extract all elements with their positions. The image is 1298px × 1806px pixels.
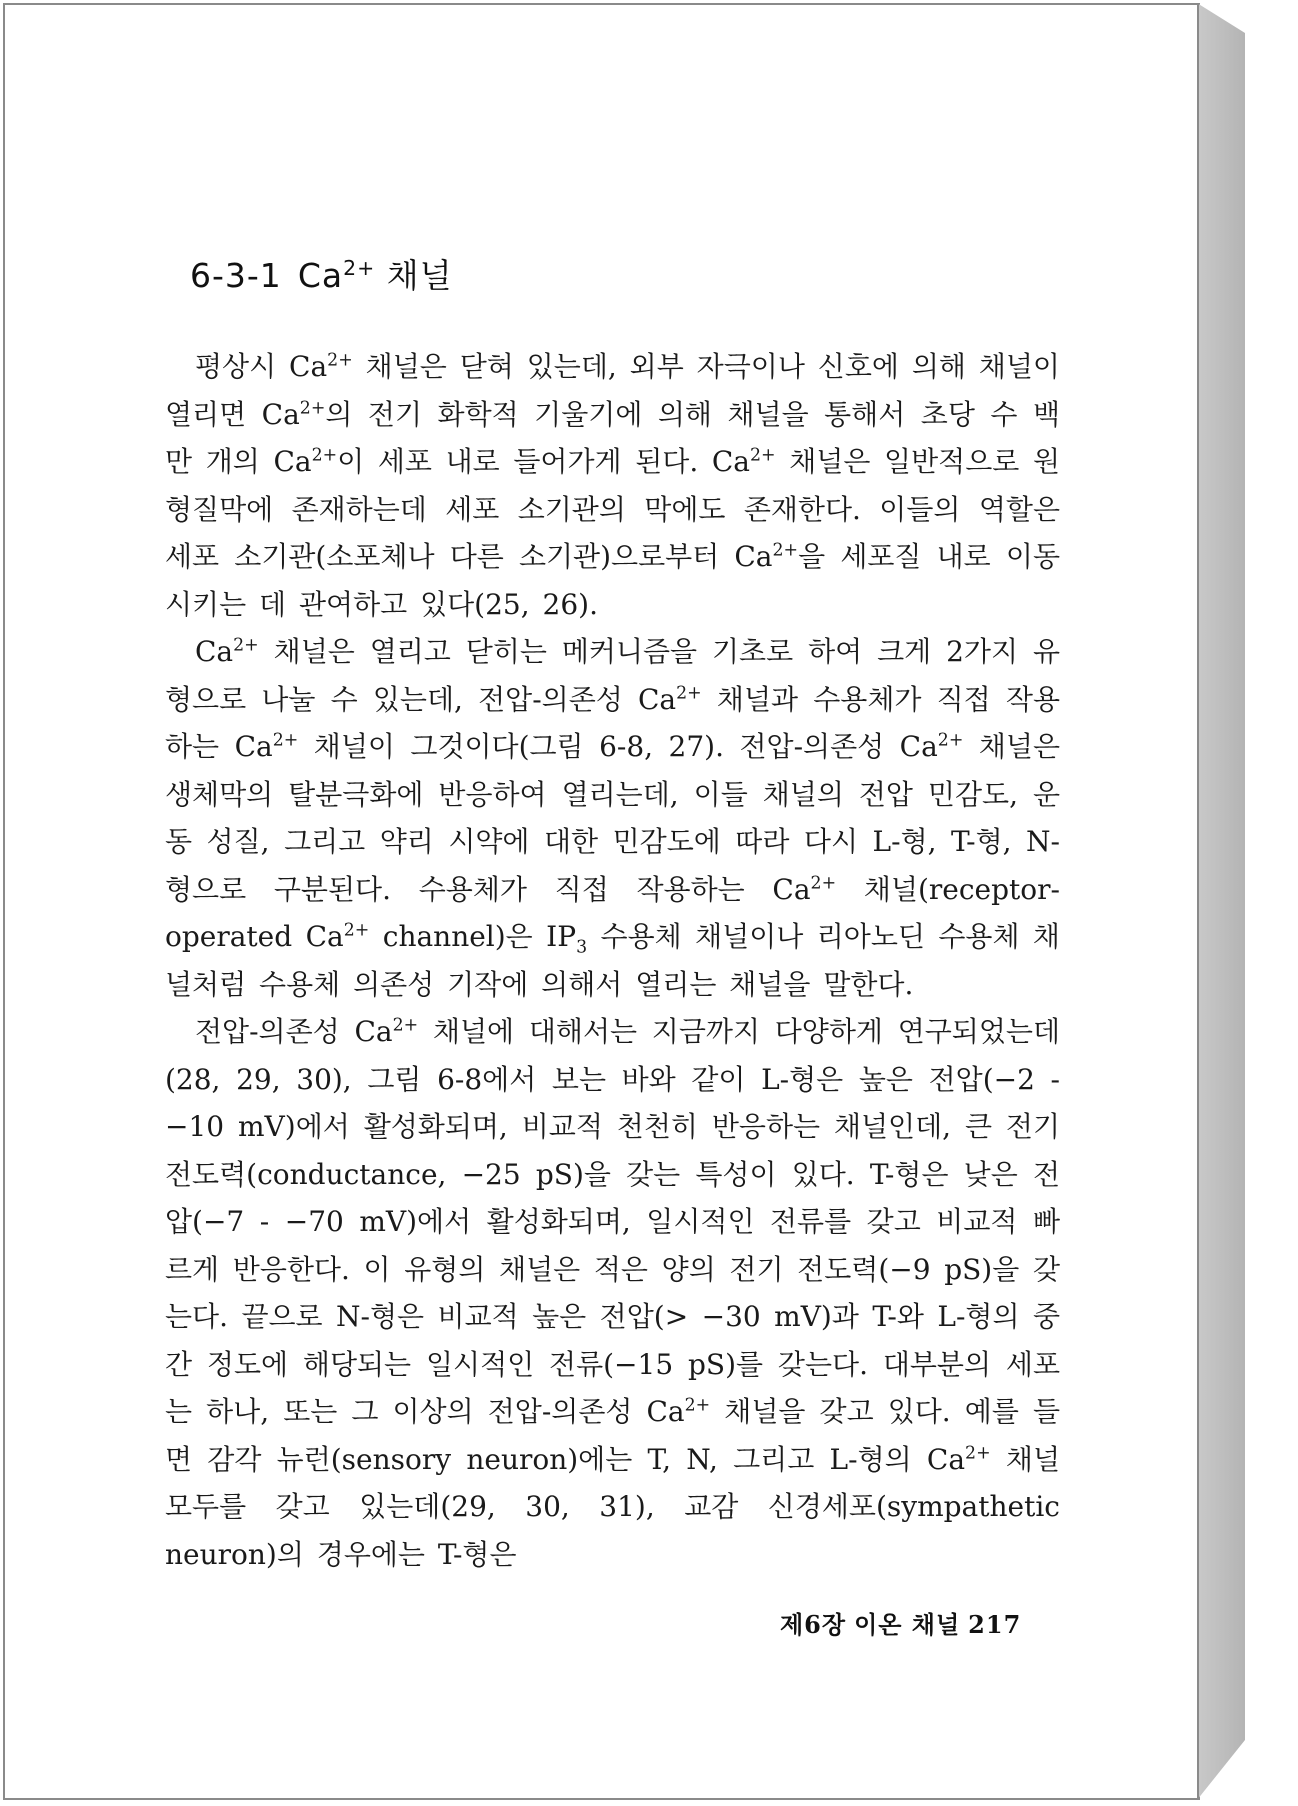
superscript: 2+ <box>299 398 326 419</box>
page-edge-line <box>1197 3 1199 1800</box>
superscript: 2+ <box>311 445 338 466</box>
superscript: 2+ <box>233 635 259 656</box>
section-title-sup: 2+ <box>343 256 376 280</box>
subscript: 3 <box>576 937 588 958</box>
superscript: 2+ <box>392 1015 419 1036</box>
superscript: 2+ <box>965 1443 991 1464</box>
superscript: 2+ <box>684 1395 711 1416</box>
text-run: 전압-의존성 Ca <box>195 1015 393 1048</box>
text-run: 채널은 일반적으로 원형질막에 존재하는데 세포 소기관의 막에도 존재한다. 이들의 역할은 세포 소기관(소포체나 다른 소기관)으로부터 Ca <box>165 445 1060 573</box>
text-run: 채널(receptor-operated Ca <box>165 872 1060 953</box>
superscript: 2+ <box>937 730 964 751</box>
page-edge <box>1197 3 1245 1800</box>
text-run: 채널은 열리고 닫히는 메커니즘을 기초로 하여 크게 2가지 유형으로 나눌 수 있는데, 전압-의존성 Ca <box>165 635 1060 716</box>
superscript: 2+ <box>810 873 837 894</box>
text-run: 수용체 채널이나 리아노딘 수용체 채널처럼 수용체 의존성 기작에 의해서 열리는 채널을 말한다. <box>165 920 1060 1001</box>
text-run: 평상시 Ca <box>195 350 328 383</box>
paragraph <box>165 628 1060 1008</box>
superscript: 2+ <box>343 920 370 941</box>
text-run: Ca <box>195 635 234 668</box>
superscript: 2+ <box>676 683 702 704</box>
text-run: 을 세포질 내로 이동시키는 데 관여하고 있다(25, 26). <box>165 540 1060 621</box>
text-run: 이 세포 내로 들어가게 된다. Ca <box>337 445 750 478</box>
footer-chapter-title: 이온 채널 <box>854 1610 961 1639</box>
paragraph <box>165 343 1060 628</box>
text-run: 채널은 닫혀 있는데, 외부 자극이나 신호에 의해 채널이 열리면 Ca <box>165 350 1060 431</box>
text-run: 채널을 갖고 있다. 예를 들면 감각 뉴런(sensory neuron)에는 T, N, 그리고 L-형의 Ca <box>165 1395 1060 1476</box>
section-heading <box>190 250 1060 297</box>
text-run: 의 전기 화학적 기울기에 의해 채널을 통해서 초당 수 백만 개의 Ca <box>165 397 1060 478</box>
page-number: 217 <box>968 1610 1022 1639</box>
text-run: 채널과 수용체가 직접 작용하는 Ca <box>165 682 1060 763</box>
superscript: 2+ <box>327 350 353 371</box>
text-run: 채널이 그것이다(그림 6-8, 27). 전압-의존성 Ca <box>298 730 938 763</box>
page-footer <box>780 1605 1029 1640</box>
page-content <box>165 200 1060 1578</box>
text-run: channel)은 IP <box>369 920 577 953</box>
text-run: 채널에 대해서는 지금까지 다양하게 연구되었는데(28, 29, 30), 그림 6-8에서 보는 바와 같이 L-형은 높은 전압(−2 - −10 mV)에서 활성화되며, 비교적 천천히 반응하는 채널인데, 큰 전기 전도력(conductance, −25 pS)을 갖는 특성이 있다. T-형은 낮은 전압(−7 - −70 mV)에서 활성화되며, 일시적인 전류를 갖고 비교적 빠르게 반응한다. 이 유형의 채널은 적은 양의 전기 전도력(−9 pS)을 갖는다. 끝으로 N-형은 비교적 높은 전압(> −30 mV)과 T-와 L-형의 중간 정도에 해당되는 일시적인 전류(−15 pS)를 갖는다. 대부분의 세포는 하나, 또는 그 이상의 전압-의존성 Ca <box>165 1015 1060 1428</box>
text-run: 채널 모두를 갖고 있는데(29, 30, 31), 교감 신경세포(sympathetic neuron)의 경우에는 T-형은 <box>165 1442 1060 1571</box>
superscript: 2+ <box>750 445 776 466</box>
text-run: 채널은 생체막의 탈분극화에 반응하여 열리는데, 이들 채널의 전압 민감도, 운동 성질, 그리고 약리 시약에 대한 민감도에 따라 다시 L-형, T-형, N-형으로 구분된다. 수용체가 직접 작용하는 Ca <box>165 730 1060 906</box>
section-title-prefix: Ca <box>297 256 344 295</box>
paragraph <box>165 1008 1060 1578</box>
superscript: 2+ <box>272 730 299 751</box>
section-number: 6-3-1 <box>190 256 282 295</box>
superscript: 2+ <box>772 540 799 561</box>
section-title-suffix: 채널 <box>375 256 453 295</box>
footer-chapter: 제6장 <box>780 1610 847 1639</box>
